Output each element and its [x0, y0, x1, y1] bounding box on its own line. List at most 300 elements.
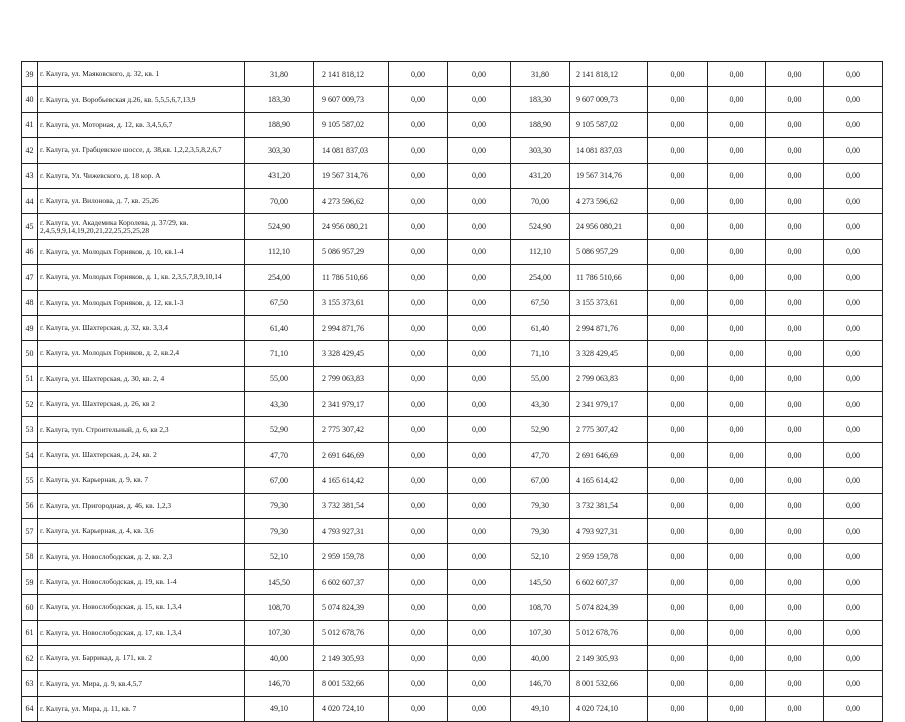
- cost-cell-2: 4 165 614,42: [570, 468, 648, 493]
- row-number-cell: 42: [22, 138, 38, 163]
- value-cell: 0,00: [448, 620, 511, 645]
- row-number-cell: 52: [22, 392, 38, 417]
- area-cell: 79,30: [245, 519, 314, 544]
- address-cell: г. Калуга, ул. Мира, д. 9, кв.4,5,7: [38, 671, 245, 696]
- table-row: [22, 595, 883, 620]
- value-cell: 0,00: [648, 366, 708, 391]
- value-cell: 0,00: [389, 62, 448, 87]
- value-cell: 0,00: [389, 519, 448, 544]
- value-cell: 0,00: [766, 188, 824, 213]
- area-cell-2: 43,30: [511, 392, 570, 417]
- value-cell: 0,00: [766, 417, 824, 442]
- address-cell: г. Калуга, ул. Молодых Горняков, д. 10, кв.1-4: [38, 239, 245, 264]
- area-cell: 61,40: [245, 315, 314, 340]
- value-cell: 0,00: [448, 366, 511, 391]
- value-cell: 0,00: [766, 468, 824, 493]
- address-cell: г. Калуга, ул. Пригородная, д. 46, кв. 1,2,3: [38, 493, 245, 518]
- cost-cell-2: 8 001 532,66: [570, 671, 648, 696]
- value-cell: 0,00: [766, 544, 824, 569]
- value-cell: 0,00: [448, 468, 511, 493]
- value-cell: 0,00: [648, 341, 708, 366]
- value-cell: 0,00: [708, 493, 766, 518]
- area-cell: 108,70: [245, 595, 314, 620]
- area-cell-2: 67,00: [511, 468, 570, 493]
- value-cell: 0,00: [389, 392, 448, 417]
- value-cell: 0,00: [389, 112, 448, 137]
- cost-cell-2: 2 775 307,42: [570, 417, 648, 442]
- row-number-cell: 39: [22, 62, 38, 87]
- area-cell-2: 183,30: [511, 87, 570, 112]
- cost-cell-2: 9 607 009,73: [570, 87, 648, 112]
- table-row: [22, 442, 883, 467]
- value-cell: 0,00: [708, 265, 766, 290]
- table-row: [22, 290, 883, 315]
- area-cell-2: 52,90: [511, 417, 570, 442]
- value-cell: 0,00: [708, 290, 766, 315]
- value-cell: 0,00: [448, 265, 511, 290]
- value-cell: 0,00: [389, 620, 448, 645]
- value-cell: 0,00: [648, 696, 708, 721]
- cost-cell-2: 3 328 429,45: [570, 341, 648, 366]
- row-number-cell: 51: [22, 366, 38, 391]
- cost-cell: 8 001 532,66: [314, 671, 389, 696]
- value-cell: 0,00: [648, 62, 708, 87]
- address-cell: г. Калуга, ул. Карьерная, д. 9, кв. 7: [38, 468, 245, 493]
- value-cell: 0,00: [824, 671, 883, 696]
- value-cell: 0,00: [824, 188, 883, 213]
- value-cell: 0,00: [389, 315, 448, 340]
- area-cell-2: 70,00: [511, 188, 570, 213]
- area-cell: 524,90: [245, 214, 314, 239]
- area-cell-2: 79,30: [511, 493, 570, 518]
- address-cell: г. Калуга, ул. Карьерная, д. 4, кв. 3,6: [38, 519, 245, 544]
- value-cell: 0,00: [448, 569, 511, 594]
- row-number-cell: 50: [22, 341, 38, 366]
- value-cell: 0,00: [708, 468, 766, 493]
- value-cell: 0,00: [389, 569, 448, 594]
- area-cell-2: 107,30: [511, 620, 570, 645]
- area-cell: 183,30: [245, 87, 314, 112]
- value-cell: 0,00: [766, 315, 824, 340]
- area-cell: 71,10: [245, 341, 314, 366]
- value-cell: 0,00: [766, 696, 824, 721]
- value-cell: 0,00: [766, 87, 824, 112]
- address-cell: г. Калуга, ул. Грабцевское шоссе, д. 38,кв. 1,2,2,3,5,8,2,6,7: [38, 138, 245, 163]
- table-row: [22, 112, 883, 137]
- cost-cell: 4 793 927,31: [314, 519, 389, 544]
- cost-cell: 5 012 678,76: [314, 620, 389, 645]
- value-cell: 0,00: [389, 544, 448, 569]
- row-number-cell: 54: [22, 442, 38, 467]
- value-cell: 0,00: [824, 163, 883, 188]
- value-cell: 0,00: [648, 87, 708, 112]
- value-cell: 0,00: [708, 595, 766, 620]
- value-cell: 0,00: [824, 645, 883, 670]
- area-cell: 47,70: [245, 442, 314, 467]
- value-cell: 0,00: [389, 595, 448, 620]
- value-cell: 0,00: [448, 138, 511, 163]
- area-cell: 67,00: [245, 468, 314, 493]
- value-cell: 0,00: [448, 341, 511, 366]
- value-cell: 0,00: [766, 645, 824, 670]
- address-cell: г. Калуга, ул. Мира, д. 11, кв. 7: [38, 696, 245, 721]
- area-cell-2: 71,10: [511, 341, 570, 366]
- value-cell: 0,00: [824, 696, 883, 721]
- cost-cell-2: 19 567 314,76: [570, 163, 648, 188]
- value-cell: 0,00: [448, 290, 511, 315]
- area-cell: 49,10: [245, 696, 314, 721]
- value-cell: 0,00: [389, 417, 448, 442]
- cost-cell-2: 11 786 510,66: [570, 265, 648, 290]
- value-cell: 0,00: [766, 138, 824, 163]
- table-row: [22, 341, 883, 366]
- value-cell: 0,00: [648, 315, 708, 340]
- value-cell: 0,00: [648, 595, 708, 620]
- table-row: [22, 493, 883, 518]
- cost-cell: 3 328 429,45: [314, 341, 389, 366]
- address-cell: г. Калуга, ул. Моторная, д. 12, кв. 3,4,5,6,7: [38, 112, 245, 137]
- value-cell: 0,00: [824, 569, 883, 594]
- cost-cell-2: 14 081 837,03: [570, 138, 648, 163]
- area-cell: 79,30: [245, 493, 314, 518]
- row-number-cell: 46: [22, 239, 38, 264]
- value-cell: 0,00: [824, 62, 883, 87]
- value-cell: 0,00: [708, 519, 766, 544]
- value-cell: 0,00: [389, 341, 448, 366]
- row-number-cell: 49: [22, 315, 38, 340]
- value-cell: 0,00: [766, 595, 824, 620]
- address-cell: г. Калуга, ул. Новослободская, д. 15, кв. 1,3,4: [38, 595, 245, 620]
- address-cell: г. Калуга, ул. Молодых Горняков, д. 1, кв. 2,3,5,7,8,9,10,14: [38, 265, 245, 290]
- area-cell: 145,50: [245, 569, 314, 594]
- value-cell: 0,00: [708, 366, 766, 391]
- value-cell: 0,00: [448, 62, 511, 87]
- cost-cell-2: 4 273 596,62: [570, 188, 648, 213]
- area-cell: 188,90: [245, 112, 314, 137]
- value-cell: 0,00: [708, 671, 766, 696]
- value-cell: 0,00: [448, 671, 511, 696]
- cost-cell: 6 602 607,37: [314, 569, 389, 594]
- row-number-cell: 59: [22, 569, 38, 594]
- value-cell: 0,00: [708, 645, 766, 670]
- table-row: [22, 696, 883, 721]
- table-row: [22, 417, 883, 442]
- cost-cell: 4 273 596,62: [314, 188, 389, 213]
- value-cell: 0,00: [448, 493, 511, 518]
- area-cell: 254,00: [245, 265, 314, 290]
- cost-cell-2: 6 602 607,37: [570, 569, 648, 594]
- value-cell: 0,00: [648, 620, 708, 645]
- value-cell: 0,00: [824, 468, 883, 493]
- value-cell: 0,00: [648, 392, 708, 417]
- cost-cell-2: 9 105 587,02: [570, 112, 648, 137]
- value-cell: 0,00: [824, 87, 883, 112]
- value-cell: 0,00: [389, 696, 448, 721]
- value-cell: 0,00: [389, 214, 448, 239]
- cost-cell: 2 141 818,12: [314, 62, 389, 87]
- area-cell-2: 52,10: [511, 544, 570, 569]
- value-cell: 0,00: [448, 112, 511, 137]
- value-cell: 0,00: [708, 87, 766, 112]
- address-cell: г. Калуга, ул. Молодых Горняков, д. 2, кв.2,4: [38, 341, 245, 366]
- cost-cell: 4 165 614,42: [314, 468, 389, 493]
- value-cell: 0,00: [766, 239, 824, 264]
- row-number-cell: 61: [22, 620, 38, 645]
- address-cell: г. Калуга, ул. Воробьевская д.26, кв. 5,5,5,6,7,13,9: [38, 87, 245, 112]
- address-cell: г. Калуга, ул. Академика Королева, д. 37/29, кв. 2,4,5,9,9,14,19,20,21,22,25,25,25,28: [38, 214, 245, 239]
- value-cell: 0,00: [766, 442, 824, 467]
- value-cell: 0,00: [648, 519, 708, 544]
- value-cell: 0,00: [708, 392, 766, 417]
- cost-cell-2: 5 074 824,39: [570, 595, 648, 620]
- area-cell-2: 145,50: [511, 569, 570, 594]
- value-cell: 0,00: [708, 569, 766, 594]
- area-cell: 52,10: [245, 544, 314, 569]
- cost-cell: 2 994 871,76: [314, 315, 389, 340]
- row-number-cell: 44: [22, 188, 38, 213]
- value-cell: 0,00: [389, 671, 448, 696]
- value-cell: 0,00: [824, 138, 883, 163]
- value-cell: 0,00: [824, 315, 883, 340]
- table-body: [22, 62, 883, 722]
- value-cell: 0,00: [708, 138, 766, 163]
- value-cell: 0,00: [448, 696, 511, 721]
- value-cell: 0,00: [648, 493, 708, 518]
- value-cell: 0,00: [648, 671, 708, 696]
- address-cell: г. Калуга, ул. Новослободская, д. 17, кв. 1,3,4: [38, 620, 245, 645]
- area-cell-2: 524,90: [511, 214, 570, 239]
- value-cell: 0,00: [766, 265, 824, 290]
- value-cell: 0,00: [448, 214, 511, 239]
- area-cell: 431,20: [245, 163, 314, 188]
- area-cell-2: 146,70: [511, 671, 570, 696]
- table-row: [22, 366, 883, 391]
- value-cell: 0,00: [708, 544, 766, 569]
- value-cell: 0,00: [389, 138, 448, 163]
- value-cell: 0,00: [708, 214, 766, 239]
- row-number-cell: 56: [22, 493, 38, 518]
- row-number-cell: 41: [22, 112, 38, 137]
- value-cell: 0,00: [824, 417, 883, 442]
- value-cell: 0,00: [448, 239, 511, 264]
- area-cell-2: 61,40: [511, 315, 570, 340]
- cost-cell: 3 732 381,54: [314, 493, 389, 518]
- cost-cell: 2 959 159,78: [314, 544, 389, 569]
- cost-cell-2: 3 732 381,54: [570, 493, 648, 518]
- value-cell: 0,00: [448, 595, 511, 620]
- cost-cell: 2 149 305,93: [314, 645, 389, 670]
- value-cell: 0,00: [708, 442, 766, 467]
- cost-cell: 4 020 724,10: [314, 696, 389, 721]
- table-row: [22, 519, 883, 544]
- value-cell: 0,00: [648, 290, 708, 315]
- value-cell: 0,00: [766, 341, 824, 366]
- value-cell: 0,00: [448, 392, 511, 417]
- area-cell-2: 67,50: [511, 290, 570, 315]
- value-cell: 0,00: [708, 239, 766, 264]
- value-cell: 0,00: [766, 620, 824, 645]
- value-cell: 0,00: [766, 519, 824, 544]
- value-cell: 0,00: [648, 214, 708, 239]
- value-cell: 0,00: [824, 493, 883, 518]
- value-cell: 0,00: [389, 239, 448, 264]
- table-row: [22, 544, 883, 569]
- value-cell: 0,00: [824, 239, 883, 264]
- table-row: [22, 163, 883, 188]
- table-row: [22, 645, 883, 670]
- row-number-cell: 62: [22, 645, 38, 670]
- row-number-cell: 60: [22, 595, 38, 620]
- cost-cell: 19 567 314,76: [314, 163, 389, 188]
- value-cell: 0,00: [824, 341, 883, 366]
- address-cell: г. Калуга, ул. Шахтерская, д. 26, кв 2: [38, 392, 245, 417]
- cost-cell: 11 786 510,66: [314, 265, 389, 290]
- value-cell: 0,00: [389, 265, 448, 290]
- table-row: [22, 392, 883, 417]
- cost-cell: 2 799 063,83: [314, 366, 389, 391]
- value-cell: 0,00: [766, 493, 824, 518]
- cost-cell-2: 2 959 159,78: [570, 544, 648, 569]
- address-cell: г. Калуга, ул. Новослободская, д. 2, кв. 2,3: [38, 544, 245, 569]
- value-cell: 0,00: [389, 87, 448, 112]
- row-number-cell: 64: [22, 696, 38, 721]
- row-number-cell: 55: [22, 468, 38, 493]
- row-number-cell: 63: [22, 671, 38, 696]
- cost-cell: 2 775 307,42: [314, 417, 389, 442]
- value-cell: 0,00: [648, 442, 708, 467]
- area-cell-2: 79,30: [511, 519, 570, 544]
- table-row: [22, 315, 883, 340]
- cost-cell: 14 081 837,03: [314, 138, 389, 163]
- value-cell: 0,00: [448, 544, 511, 569]
- value-cell: 0,00: [824, 112, 883, 137]
- cost-cell: 2 341 979,17: [314, 392, 389, 417]
- area-cell: 146,70: [245, 671, 314, 696]
- value-cell: 0,00: [708, 315, 766, 340]
- value-cell: 0,00: [648, 163, 708, 188]
- table-row: [22, 265, 883, 290]
- value-cell: 0,00: [389, 188, 448, 213]
- address-cell: г. Калуга, туп. Строительный, д. 6, кв 2,3: [38, 417, 245, 442]
- table-row: [22, 671, 883, 696]
- area-cell-2: 112,10: [511, 239, 570, 264]
- row-number-cell: 43: [22, 163, 38, 188]
- area-cell: 67,50: [245, 290, 314, 315]
- cost-cell: 3 155 373,61: [314, 290, 389, 315]
- value-cell: 0,00: [448, 87, 511, 112]
- value-cell: 0,00: [708, 696, 766, 721]
- row-number-cell: 48: [22, 290, 38, 315]
- value-cell: 0,00: [389, 645, 448, 670]
- area-cell-2: 31,80: [511, 62, 570, 87]
- value-cell: 0,00: [824, 620, 883, 645]
- value-cell: 0,00: [766, 290, 824, 315]
- value-cell: 0,00: [389, 366, 448, 391]
- row-number-cell: 58: [22, 544, 38, 569]
- row-number-cell: 40: [22, 87, 38, 112]
- cost-cell: 24 956 080,21: [314, 214, 389, 239]
- cost-cell: 5 086 957,29: [314, 239, 389, 264]
- address-cell: г. Калуга, ул. Шахтерская, д. 32, кв. 3,3,4: [38, 315, 245, 340]
- value-cell: 0,00: [824, 214, 883, 239]
- value-cell: 0,00: [648, 544, 708, 569]
- address-cell: г. Калуга, ул. Молодых Горняков, д. 12, кв.1-3: [38, 290, 245, 315]
- area-cell-2: 47,70: [511, 442, 570, 467]
- value-cell: 0,00: [648, 645, 708, 670]
- value-cell: 0,00: [448, 315, 511, 340]
- row-number-cell: 45: [22, 214, 38, 239]
- cost-cell-2: 5 012 678,76: [570, 620, 648, 645]
- value-cell: 0,00: [766, 569, 824, 594]
- address-cell: г. Калуга, ул. Вилонова, д. 7, кв. 25,26: [38, 188, 245, 213]
- value-cell: 0,00: [448, 519, 511, 544]
- area-cell: 31,80: [245, 62, 314, 87]
- cost-cell: 2 691 646,69: [314, 442, 389, 467]
- address-cell: г. Калуга, ул. Маяковского, д. 32, кв. 1: [38, 62, 245, 87]
- table-row: [22, 62, 883, 87]
- value-cell: 0,00: [766, 392, 824, 417]
- value-cell: 0,00: [389, 493, 448, 518]
- cost-cell-2: 2 149 305,93: [570, 645, 648, 670]
- value-cell: 0,00: [648, 112, 708, 137]
- table-row: [22, 239, 883, 264]
- value-cell: 0,00: [824, 392, 883, 417]
- cost-cell-2: 4 020 724,10: [570, 696, 648, 721]
- value-cell: 0,00: [648, 417, 708, 442]
- table-row: [22, 468, 883, 493]
- area-cell: 40,00: [245, 645, 314, 670]
- data-table: [21, 61, 883, 722]
- area-cell-2: 40,00: [511, 645, 570, 670]
- value-cell: 0,00: [448, 645, 511, 670]
- table-row: [22, 214, 883, 239]
- value-cell: 0,00: [766, 112, 824, 137]
- row-number-cell: 57: [22, 519, 38, 544]
- value-cell: 0,00: [824, 519, 883, 544]
- value-cell: 0,00: [824, 265, 883, 290]
- value-cell: 0,00: [708, 341, 766, 366]
- cost-cell-2: 5 086 957,29: [570, 239, 648, 264]
- value-cell: 0,00: [766, 163, 824, 188]
- value-cell: 0,00: [448, 163, 511, 188]
- value-cell: 0,00: [708, 163, 766, 188]
- area-cell-2: 49,10: [511, 696, 570, 721]
- area-cell-2: 108,70: [511, 595, 570, 620]
- address-cell: г. Калуга, ул. Шахтерская, д. 24, кв. 2: [38, 442, 245, 467]
- area-cell-2: 303,30: [511, 138, 570, 163]
- table-row: [22, 87, 883, 112]
- value-cell: 0,00: [766, 214, 824, 239]
- cost-cell: 9 607 009,73: [314, 87, 389, 112]
- area-cell-2: 254,00: [511, 265, 570, 290]
- cost-cell-2: 2 141 818,12: [570, 62, 648, 87]
- cost-cell: 5 074 824,39: [314, 595, 389, 620]
- cost-cell-2: 24 956 080,21: [570, 214, 648, 239]
- area-cell: 43,30: [245, 392, 314, 417]
- area-cell-2: 431,20: [511, 163, 570, 188]
- value-cell: 0,00: [648, 569, 708, 594]
- value-cell: 0,00: [766, 671, 824, 696]
- address-cell: г. Калуга, Ул. Чижевского, д. 18 кор. А: [38, 163, 245, 188]
- value-cell: 0,00: [389, 468, 448, 493]
- value-cell: 0,00: [448, 188, 511, 213]
- value-cell: 0,00: [448, 442, 511, 467]
- value-cell: 0,00: [824, 442, 883, 467]
- value-cell: 0,00: [648, 265, 708, 290]
- value-cell: 0,00: [708, 417, 766, 442]
- value-cell: 0,00: [708, 112, 766, 137]
- value-cell: 0,00: [648, 239, 708, 264]
